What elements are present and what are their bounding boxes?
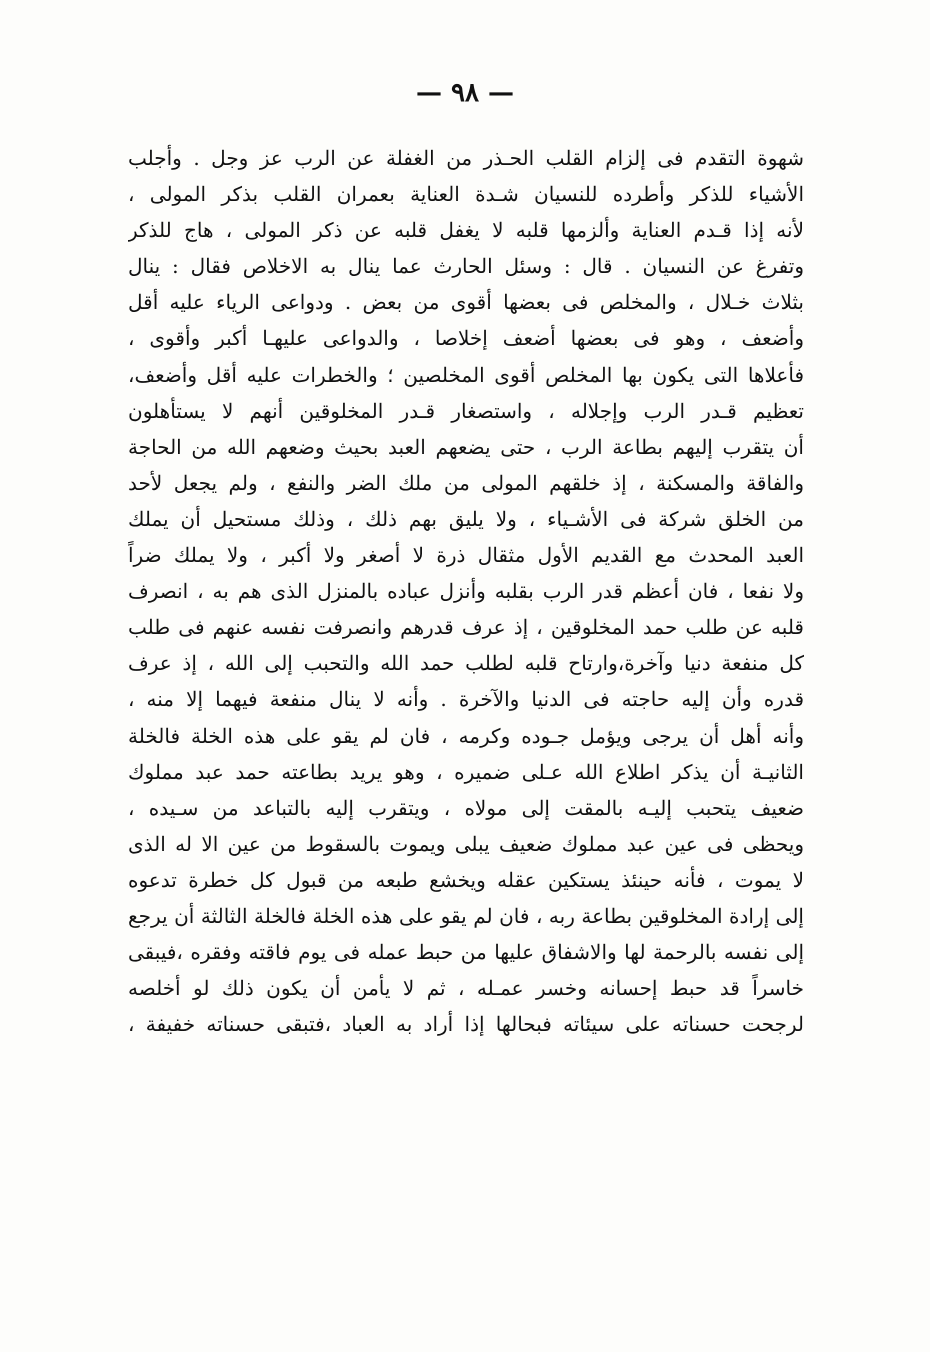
text-line: وأنه أهل أن يرجى ويؤمل جـوده وكرمه ، فان لم يقو على هذه الخلة فالخلة	[128, 723, 804, 748]
text-line: من الخلق شركة فى الأشـياء ، ولا يليق بهم ذلك ، وذلك مستحيل أن يملك	[128, 506, 804, 531]
text-line: خاسراً قد حبط إحسانه وخسر عمـله ، ثم لا يأمن أن يكون ذلك لو أخلصه	[128, 976, 804, 1001]
text-body	[128, 140, 804, 1042]
text-line: والفاقة والمسكنة ، إذ خلقهم المولى من ملك الضر والنفع ، ولم يجعل لأحد	[128, 470, 804, 495]
text-line: كل منفعة دنيا وآخرة،وارتاح قلبه لطلب حمد الله والتحبب إلى الله ، إذ عرف	[128, 651, 804, 676]
text-line: تعظيم قـدر الرب وإجلاله ، واستصغار قـدر المخلوقين أنهم لا يستأهلون	[128, 398, 804, 423]
text-line: لأنه إذا قـدم العناية وألزمها قلبه لا يغفل قلبه عن ذكر المولى ، هاج للذكر	[128, 218, 804, 243]
text-line: أن يتقرب إليهم بطاعة الرب ، حتى يضعهم العبد بحيث وضعهم الله من الحاجة	[128, 434, 804, 459]
text-line: وأضعف ، وهو فى بعضها أضعف إخلاصا ، والدواعى عليهـا أكبر وأقوى ،	[128, 326, 804, 351]
text-line: إلى نفسه بالرحمة لها والاشفاق عليها من حبط عمله فى يوم فاقته وفقره ،فيبقى	[128, 940, 804, 965]
text-line: الثانيـة أن يذكر اطلاع الله عـلى ضميره ، وهو يريد بطاعته حمد عبد مملوك	[128, 759, 804, 784]
text-line: ويحظى فى عين عبد مملوك ضعيف يبلى ويموت بالسقوط من عين الا له الذى	[128, 831, 804, 856]
text-line: بثلاث خـلال ، والمخلص فى بعضها أقوى من بعض . ودواعى الرياء عليه أقل	[128, 290, 804, 315]
text-line: قدره وأن إليه حاجته فى الدنيا والآخرة . وأنه لا ينال منفعة فيهما إلا منه ،	[128, 687, 804, 712]
page-number: — ٩٨ —	[415, 78, 515, 108]
text-line: إلى إرادة المخلوقين بطاعة ربه ، فان لم يقو على هذه الخلة فالخلة الثالثة أن يرجع	[128, 903, 804, 928]
text-line: لرجحت حسناته على سيئاته فبحالها إذا أراد به العباد ،فتبقى حسناته خفيفة ،	[128, 1012, 804, 1037]
text-line: قلبه عن طلب حمد المخلوقين ، إذ عرف قدرهم وانصرفت نفسه عنهم فى طلب	[128, 615, 804, 640]
text-line: شهوة التقدم فى إلزام القلب الحـذر من الغفلة عن الرب عز وجل . وأجلب	[128, 146, 804, 170]
text-line: ولا نفعا ، فان أعظم قدر الرب بقلبه وأنزل عباده بالمنزل الذى هم به ، انصرف	[128, 579, 804, 604]
text-line: لا يموت ، فأنه حينئذ يستكين عقله ويخشع طبعه من قبول كل خطرة تدعوه	[128, 867, 804, 892]
text-line: العبد المحدث مع القديم الأول مثقال ذرة لا أصغر ولا أكبر ، ولا يملك ضراً	[128, 543, 804, 568]
text-line: فأعلاها التى يكون بها المخلص أقوى المخلصين ؛ والخطرات عليه أقل وأضعف،	[128, 362, 804, 387]
text-line: وتفرغ عن النسيان . قال : وسئل الحارث عما ينال به الاخلاص فقال : ينال	[128, 254, 804, 279]
text-line: ضعيف يتحبب إليـه بالمقت إلى مولاه ، ويتقرب إليه بالتباعد من سـيده ،	[128, 795, 804, 820]
text-line: الأشياء للذكر وأطرده للنسيان شـدة العناية بعمران القلب بذكر المولى ،	[128, 182, 804, 207]
